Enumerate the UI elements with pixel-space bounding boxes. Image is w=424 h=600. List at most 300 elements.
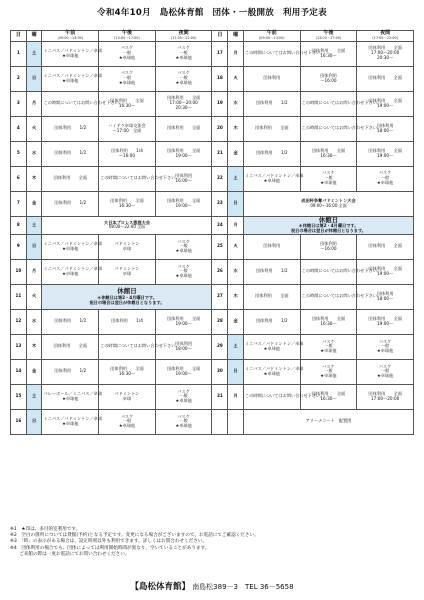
cell-text: ★卓球他 — [376, 373, 394, 379]
schedule-table — [10, 30, 414, 435]
night-slot-cell[interactable] — [357, 284, 414, 309]
pm-slot-cell[interactable] — [300, 91, 382, 116]
day-of-week: 土 — [26, 41, 42, 66]
cell-text: 団体利用 全面 — [53, 343, 88, 349]
cell-text: 団体利用 全面 — [110, 197, 144, 203]
night-slot-cell[interactable] — [357, 259, 414, 284]
cell-text: 卓球 — [122, 395, 132, 401]
night-slot-cell[interactable] — [155, 384, 212, 409]
cell-text: 一般 — [179, 268, 188, 274]
cell-text: 団体利用 1/4 — [111, 147, 143, 153]
am-slot-cell[interactable] — [42, 334, 99, 359]
am-slot-cell[interactable] — [42, 141, 99, 166]
table-row — [11, 334, 414, 359]
cell-text: 団体利用 全面 — [368, 147, 402, 153]
cell-text: ★卓球他 — [320, 373, 337, 379]
cell-text: 団体利用 全面 — [368, 243, 402, 249]
cell-text: ミニバス／バドミントン／卓球 — [43, 47, 103, 53]
day-number: 30 — [212, 359, 228, 384]
cell-text: 19:00～ — [377, 270, 394, 276]
day-of-week: 日 — [26, 234, 42, 259]
cell-text: 団体利用 1/2 — [54, 125, 87, 131]
cell-text: ～16:00 — [320, 77, 337, 83]
day-of-week: 月 — [26, 91, 42, 116]
note-line: ※2 空白の箇所については貸館(予約)となる予定です。変更になる場合がございますので、お電話にてご確認ください。 — [10, 533, 259, 539]
cell-text: バスケ — [322, 363, 335, 369]
cell-text: ★卓球他 — [62, 270, 79, 276]
day-number: 23 — [212, 191, 228, 216]
pm-slot-cell[interactable] — [99, 334, 180, 359]
cell-text: ミニバス／バドミントン／卓球 — [244, 365, 304, 371]
cell-text: ★卓球他 — [175, 80, 192, 86]
day-of-week: 土 — [228, 334, 244, 359]
pm-slot-cell[interactable] — [300, 41, 357, 66]
note-line: ※4 団体利用の場合でも、団体によっては利用開始時間が異なり、空いていることがあります。 — [10, 545, 210, 551]
day-number: 13 — [11, 334, 27, 359]
pm-slot-cell[interactable] — [99, 234, 156, 259]
am-slot-cell[interactable] — [42, 91, 123, 116]
cell-text: 団体利用 — [263, 243, 281, 249]
cell-text: 一般 — [179, 50, 188, 56]
cell-text: 16:30～ — [320, 152, 337, 158]
pm-slot-cell[interactable] — [300, 309, 357, 334]
day-of-week: 火 — [26, 116, 42, 141]
table-row — [11, 234, 414, 259]
cell-text: 16:30～ — [118, 202, 136, 208]
table-row — [11, 216, 414, 234]
am-slot-cell[interactable] — [243, 359, 304, 384]
table-row — [11, 259, 414, 284]
cell-text: ★卓球他 — [376, 348, 394, 354]
pm-slot-cell[interactable] — [300, 116, 382, 141]
cell-text: バスケ — [378, 170, 392, 176]
cell-text: バレーボール／ミニバス／卓球 — [43, 390, 103, 396]
pm-slot-cell[interactable] — [300, 234, 357, 259]
day-of-week: 金 — [26, 359, 42, 384]
day-of-week: 火 — [228, 66, 244, 91]
cell-text: 団体利用 — [376, 122, 394, 128]
am-slot-cell[interactable] — [42, 66, 103, 91]
cell-text: バスケ — [120, 70, 134, 76]
cell-text: 団体利用 全面 — [166, 95, 201, 101]
night-slot-cell[interactable] — [155, 259, 212, 284]
cell-text: この時間についてはお問い合わせ下さい。 — [244, 393, 325, 399]
cell-text: 19:00～ — [175, 152, 192, 158]
closed-text: ＊休館日は第2・4月曜日です。 — [97, 294, 157, 300]
pm-slot-cell[interactable] — [99, 91, 156, 116]
cell-text: バスケ — [322, 338, 335, 344]
day-of-week — [228, 409, 244, 434]
am-slot-cell[interactable] — [42, 359, 99, 384]
closed-text: 休館日 — [318, 215, 339, 224]
cell-text: 団体利用 全面 — [255, 125, 289, 131]
facility-name: 【島松体育館】 — [130, 582, 190, 592]
am-slot-cell[interactable] — [42, 116, 99, 141]
cell-text: この時間についてはお問い合わせ下さい。 — [301, 268, 382, 274]
pm-slot-cell[interactable] — [99, 41, 156, 66]
event-time: 08:00～22:00 全面 — [108, 224, 146, 230]
day-of-week: 土 — [26, 216, 42, 234]
day-number: 11 — [11, 284, 27, 309]
pm-slot-cell[interactable] — [99, 384, 156, 409]
footer — [0, 580, 424, 592]
table-row — [11, 41, 414, 66]
cell-text: バスケ — [378, 363, 392, 369]
header-day: 日 — [212, 31, 228, 42]
am-slot-cell[interactable] — [42, 384, 103, 409]
cell-text: ★卓球他 — [118, 80, 136, 86]
am-slot-cell[interactable] — [243, 284, 300, 309]
cell-text: この時間についてはお問い合わせ下さい。 — [244, 50, 325, 56]
cell-text: ミニバス／バドミントン／卓球 — [43, 265, 103, 271]
am-slot-cell[interactable] — [42, 309, 99, 334]
table-row — [11, 141, 414, 166]
night-slot-cell[interactable] — [155, 66, 212, 91]
cell-text: ★卓球他 — [62, 52, 79, 58]
day-of-week: 日 — [228, 359, 244, 384]
cell-text: 17:00～20:00 — [169, 100, 198, 106]
day-number — [212, 409, 228, 434]
cell-text: ミニバス／バドミントン／卓球 — [244, 172, 304, 178]
cell-text: 団体利用 — [263, 75, 281, 81]
pm-slot-cell[interactable] — [300, 384, 357, 409]
cell-text: ハイテク卓球交流会 — [108, 122, 146, 128]
cell-text: 一般 — [179, 418, 188, 424]
am-slot-cell[interactable] — [243, 309, 300, 334]
cell-text: ★卓球他 — [62, 420, 79, 426]
day-of-week: 木 — [228, 284, 244, 309]
cell-text: 団体利用 — [320, 240, 337, 246]
night-slot-cell[interactable] — [155, 234, 212, 259]
cell-text: 団体利用 — [175, 172, 193, 178]
am-slot-cell[interactable] — [42, 191, 99, 216]
day-number: 19 — [212, 91, 228, 116]
table-row — [11, 166, 414, 191]
am-slot-cell[interactable] — [42, 409, 103, 434]
day-number: 2 — [11, 66, 27, 91]
am-slot-cell[interactable] — [243, 384, 325, 409]
pm-slot-cell[interactable] — [99, 116, 156, 141]
closed-day-cell — [42, 284, 212, 309]
cell-text: この時間についてはお問い合わせ下さい。 — [301, 125, 382, 131]
night-slot-cell[interactable] — [357, 334, 414, 359]
closed-text: 祝日の場合は翌日が休館日となります。 — [89, 299, 165, 305]
cell-text: 団体利用 1/2 — [54, 368, 87, 374]
cell-text: 団体利用 1/4 — [111, 318, 143, 324]
night-slot-cell[interactable] — [357, 384, 414, 409]
cell-text: 17:00～20:00 — [370, 50, 400, 56]
day-number: 31 — [212, 384, 228, 409]
closed-text: 休館日 — [117, 287, 137, 296]
night-slot-cell[interactable] — [357, 234, 414, 259]
cell-text: 16:30～ — [118, 370, 136, 376]
cell-text: 団体利用 — [175, 340, 193, 346]
day-number: 21 — [212, 141, 228, 166]
day-number: 14 — [11, 359, 27, 384]
cell-text: ★卓球他 — [62, 395, 79, 401]
cell-text: この時間についてはお問い合わせ下さい。 — [100, 175, 180, 181]
event-time: 09:00～16:00 全面 — [310, 202, 347, 208]
cell-text: ★卓球他 — [320, 348, 337, 354]
cell-text: ～16:00 — [320, 245, 337, 251]
cell-text: ★卓球他 — [62, 245, 79, 251]
cell-text: 一般 — [179, 75, 188, 81]
pm-slot-cell[interactable] — [99, 191, 156, 216]
event-title: 成田杯争奪バドミントン大会 — [301, 197, 356, 203]
cell-text: 一般 — [122, 50, 132, 56]
cell-text: 18:00～ — [377, 127, 394, 133]
table-row — [11, 116, 414, 141]
night-slot-cell[interactable] — [155, 166, 212, 191]
cell-text: 一般 — [324, 343, 333, 349]
cell-text: バスケ — [177, 388, 190, 394]
day-of-week: 木 — [228, 116, 244, 141]
am-slot-cell[interactable] — [42, 41, 103, 66]
am-slot-cell[interactable] — [42, 259, 103, 284]
table-row — [11, 91, 414, 116]
day-number: 9 — [11, 234, 27, 259]
cell-text: 一般 — [324, 368, 333, 374]
day-number: 15 — [11, 384, 27, 409]
night-slot-cell[interactable] — [357, 66, 414, 91]
cell-text: この時間についてはお問い合わせ下さい。 — [301, 293, 382, 299]
cell-text: 団体利用 全面 — [368, 390, 402, 396]
cell-text: ★卓球他 — [175, 423, 192, 429]
day-number: 8 — [11, 216, 27, 234]
cell-text: 団体利用 全面 — [53, 175, 88, 181]
cell-text: 一般 — [380, 368, 390, 374]
day-number: 27 — [212, 284, 228, 309]
pm-slot-cell[interactable] — [300, 66, 357, 91]
closed-text: ＊休館日は第2・4月曜日です。 — [298, 223, 359, 229]
notes — [10, 527, 414, 558]
cell-text: バドミントン — [114, 265, 140, 271]
cell-text: 団体利用 1/2 — [54, 200, 87, 206]
night-slot-cell[interactable] — [155, 191, 212, 216]
cell-text: バスケ — [322, 170, 335, 176]
header-pm: 午後 (13:00～17:00) — [99, 31, 156, 42]
day-number: 18 — [212, 66, 228, 91]
day-of-week: 日 — [26, 409, 42, 434]
pm-slot-cell[interactable] — [99, 259, 156, 284]
cell-text: 団体利用 全面 — [255, 293, 289, 299]
header-am: 午前 (09:00～13:00) — [42, 31, 99, 42]
cell-text: 団体利用 1/2 — [255, 268, 288, 274]
night-slot-cell[interactable] — [155, 409, 212, 434]
night-slot-cell[interactable] — [155, 116, 212, 141]
cell-text: 20:30～ — [175, 105, 192, 111]
day-number: 24 — [212, 216, 228, 234]
night-slot-cell[interactable] — [155, 141, 212, 166]
day-of-week: 金 — [228, 309, 244, 334]
header-dow: 曜 — [26, 31, 42, 42]
pm-slot-cell[interactable] — [99, 359, 156, 384]
header-am: 午前 (09:00～13:00) — [243, 31, 300, 42]
cell-text: 19:00～ — [175, 202, 192, 208]
cell-text: 19:00～ — [377, 320, 394, 326]
cell-text: ★卓球他 — [175, 248, 192, 254]
event-cell — [243, 191, 413, 216]
day-number: 6 — [11, 166, 27, 191]
night-slot-cell[interactable] — [155, 91, 212, 116]
event-title: 大日本プロレス恵庭大会 — [104, 219, 150, 225]
cell-text: ミニバス／バドミントン／卓球 — [43, 415, 103, 421]
day-of-week: 金 — [228, 141, 244, 166]
day-of-week: 土 — [26, 384, 42, 409]
cell-text: 一般 — [324, 175, 333, 181]
cell-text: 団体利用 1/2 — [255, 150, 288, 156]
header-pm: 午後 (13:00～17:00) — [300, 31, 357, 42]
pm-slot-cell[interactable] — [300, 259, 382, 284]
day-of-week: 月 — [228, 384, 244, 409]
cell-text: ★卓球他 — [62, 77, 79, 83]
cell-text: バスケ — [177, 70, 190, 76]
pm-slot-cell[interactable] — [300, 359, 357, 384]
cell-text: 卓球 — [122, 270, 132, 276]
night-slot-cell[interactable] — [357, 309, 414, 334]
night-slot-cell[interactable] — [155, 359, 212, 384]
day-number: 20 — [212, 116, 228, 141]
cell-text: ミニバス／バドミントン／卓球 — [244, 340, 304, 346]
day-of-week: 水 — [26, 309, 42, 334]
day-of-week: 月 — [228, 41, 244, 66]
cell-text: この時間についてはお問い合わせ下さい。 — [301, 100, 382, 106]
cell-text: ★卓球他 — [175, 273, 192, 279]
cell-text: 16:30～ — [320, 52, 337, 58]
cell-text: 団体利用 1/2 — [54, 318, 87, 324]
pm-slot-cell[interactable] — [99, 409, 156, 434]
am-slot-cell[interactable] — [243, 91, 300, 116]
cell-text: 団体利用 全面 — [166, 125, 201, 131]
night-slot-cell[interactable] — [155, 334, 212, 359]
header-day: 日 — [11, 31, 27, 42]
pm-slot-cell[interactable] — [300, 284, 382, 309]
cell-text: バスケ — [177, 263, 190, 269]
table-row — [11, 409, 414, 434]
night-slot-cell[interactable] — [357, 166, 414, 191]
cell-text: 18:00～ — [175, 345, 192, 351]
cell-text: ★卓球他 — [263, 370, 280, 376]
cell-text: ★卓球他 — [175, 55, 192, 61]
day-of-week: 水 — [228, 91, 244, 116]
cell-text: 17:00～20:00 — [370, 395, 400, 401]
cell-text: 19:00～ — [377, 102, 394, 108]
cell-text: 19:00～ — [175, 370, 192, 376]
day-number: 16 — [11, 409, 27, 434]
night-slot-cell[interactable] — [155, 41, 212, 66]
cell-text: ～17:00 全面 — [112, 127, 142, 133]
cell-text: 16:30～ — [320, 320, 337, 326]
cell-text: ★卓球他 — [263, 177, 280, 183]
day-number: 17 — [212, 41, 228, 66]
cell-text: バスケ — [120, 45, 134, 51]
am-slot-cell[interactable] — [243, 141, 300, 166]
cell-text: 団体利用 全面 — [368, 97, 402, 103]
day-of-week: 木 — [26, 166, 42, 191]
am-slot-cell[interactable] — [243, 116, 300, 141]
pm-slot-cell[interactable] — [300, 334, 357, 359]
pm-slot-cell[interactable] — [99, 141, 156, 166]
day-of-week: 火 — [26, 284, 42, 309]
cell-text: 団体利用 — [376, 290, 394, 296]
am-slot-cell[interactable] — [243, 66, 300, 91]
cell-text: ★卓球他 — [263, 345, 280, 351]
night-slot-cell[interactable] — [357, 141, 414, 166]
am-slot-cell[interactable] — [42, 166, 99, 191]
cell-text: バドミントン — [114, 390, 140, 396]
am-slot-cell[interactable] — [243, 259, 300, 284]
cell-text: 団体利用 1/2 — [54, 150, 87, 156]
night-slot-cell[interactable] — [357, 91, 414, 116]
cell-text: 16:00～ — [175, 177, 192, 183]
pm-slot-cell[interactable] — [99, 66, 156, 91]
pm-slot-cell[interactable] — [99, 309, 156, 334]
closed-day-cell — [243, 216, 413, 234]
cell-text: 団体利用 全面 — [368, 45, 402, 51]
cell-text: バスケ — [177, 45, 190, 51]
day-number: 3 — [11, 91, 27, 116]
am-slot-cell[interactable] — [243, 41, 325, 66]
cell-text: ミニバス／バドミントン／卓球 — [43, 240, 103, 246]
event-cell — [42, 216, 212, 234]
pm-slot-cell[interactable] — [300, 141, 357, 166]
cell-text: ★卓球他 — [118, 423, 136, 429]
cell-text: 団体利用 全面 — [368, 75, 402, 81]
cell-text: この時間についてはお問い合わせ下さい。 — [100, 343, 180, 349]
cell-text: ～16:00 — [118, 152, 136, 158]
cell-text: 16:30～ — [118, 102, 136, 108]
cell-text: バスケ — [378, 338, 392, 344]
cell-text: 団体利用 全面 — [311, 390, 346, 396]
day-of-week: 木 — [26, 334, 42, 359]
night-slot-cell[interactable] — [357, 116, 414, 141]
day-number: 28 — [212, 309, 228, 334]
cell-text: バスケ — [120, 413, 134, 419]
night-slot-cell[interactable] — [155, 309, 212, 334]
pm-slot-cell[interactable] — [99, 166, 180, 191]
cell-text: 団体利用 1/2 — [255, 100, 288, 106]
day-of-week: 月 — [26, 259, 42, 284]
am-slot-cell[interactable] — [243, 234, 300, 259]
day-of-week: 金 — [26, 191, 42, 216]
am-slot-cell[interactable] — [243, 166, 304, 191]
cell-text: 団体利用 全面 — [166, 315, 201, 321]
am-slot-cell[interactable] — [42, 234, 103, 259]
day-of-week: 水 — [26, 141, 42, 166]
note-line: ※3 「時」の表示がある場合は、設定時刻以外も利用できます。詳しくはお問合わせください。 — [10, 539, 208, 545]
night-slot-cell[interactable] — [357, 359, 414, 384]
cell-text: 一般 — [179, 393, 188, 399]
night-slot-cell[interactable] — [357, 41, 414, 66]
cell-text: バドミントン — [114, 240, 140, 246]
cell-text: バスケ — [177, 413, 190, 419]
day-number: 12 — [11, 309, 27, 334]
day-number: 25 — [212, 234, 228, 259]
am-slot-cell[interactable] — [243, 334, 304, 359]
day-number: 26 — [212, 259, 228, 284]
pm-slot-cell[interactable] — [300, 166, 357, 191]
cell-text: 19:00～ — [175, 320, 192, 326]
note-line: ご来館の際は一度お電話にてお問い合わせください。 — [10, 551, 130, 557]
day-number: 7 — [11, 191, 27, 216]
header-night: 夜間 (17:00～22:00) — [155, 31, 212, 42]
day-number: 29 — [212, 334, 228, 359]
cell-text: 団体利用 全面 — [311, 47, 346, 53]
cell-text: 団体利用 全面 — [311, 147, 346, 153]
day-of-week: 日 — [26, 66, 42, 91]
day-of-week: 日 — [228, 191, 244, 216]
table-row — [11, 384, 414, 409]
